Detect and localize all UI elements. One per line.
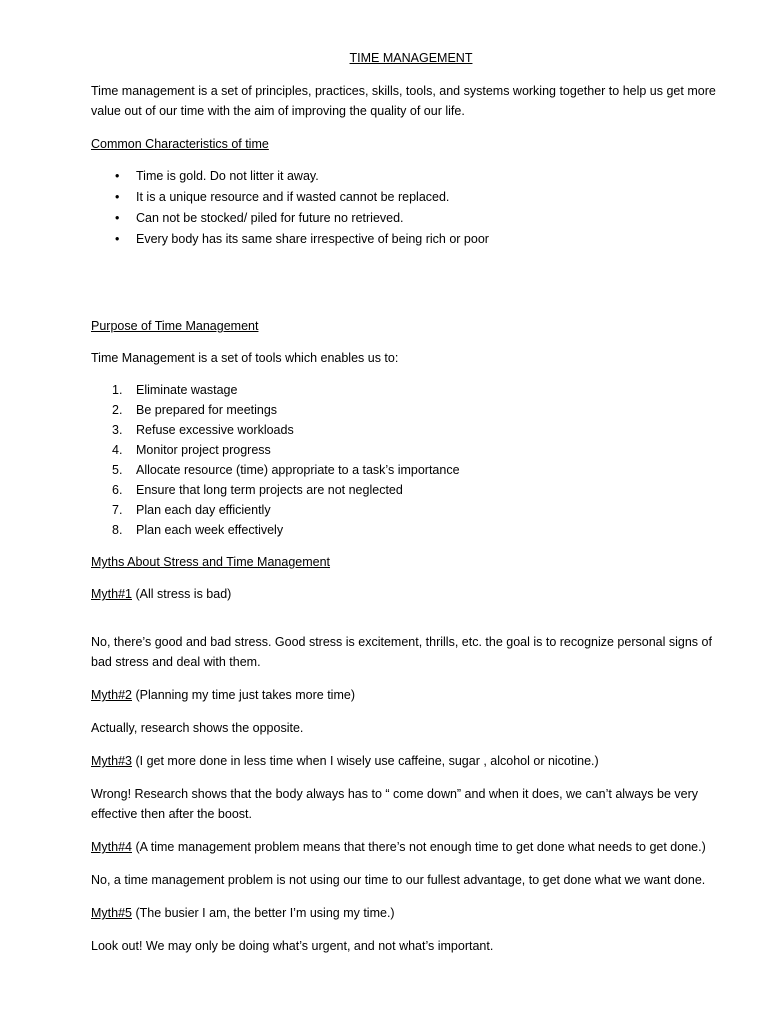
- myth-label: Myth#1: [91, 587, 132, 601]
- purpose-lead: Time Management is a set of tools which enables us to:: [91, 351, 399, 365]
- myth-claim: Myth#2 (Planning my time just takes more time): [91, 688, 355, 702]
- list-item: 1. Eliminate wastage: [112, 383, 238, 397]
- myth-claim: Myth#1 (All stress is bad): [91, 587, 232, 601]
- characteristics-heading: Common Characteristics of time: [91, 137, 269, 151]
- list-item: 2. Be prepared for meetings: [112, 403, 278, 417]
- myth-claim: Myth#3 (I get more done in less time when I wisely use caffeine, sugar , alcohol or nicotine.): [91, 754, 599, 768]
- myth-answer: Look out! We may only be doing what’s urgent, and not what’s important.: [91, 939, 494, 953]
- myth-claim: Myth#5 (The busier I am, the better I’m using my time.): [91, 906, 395, 920]
- bullet-icon: •: [115, 190, 120, 204]
- myth-label: Myth#2: [91, 688, 132, 702]
- myth-answer: Wrong! Research shows that the body always has to “ come down” and when it does, we can’t always be very effective then after the boost.: [91, 787, 699, 821]
- document-body: [91, 48, 731, 969]
- characteristics-list: [91, 166, 731, 250]
- list-item: 6. Ensure that long term projects are not neglected: [112, 483, 403, 497]
- purpose-list: [91, 380, 731, 540]
- purpose-heading: Purpose of Time Management: [91, 319, 259, 333]
- intro-paragraph: Time management is a set of principles, practices, skills, tools, and systems working together to help us get more value out of our time with the aim of improving the quality of our life.: [91, 84, 716, 118]
- myths-heading: Myths About Stress and Time Management: [91, 555, 331, 569]
- list-item: • Time is gold. Do not litter it away.: [91, 166, 731, 187]
- list-item: 7. Plan each day efficiently: [112, 503, 271, 517]
- list-item: • Can not be stocked/ piled for future no retrieved.: [91, 208, 731, 229]
- myth-label: Myth#4: [91, 840, 132, 854]
- myth-claim: Myth#4 (A time management problem means that there’s not enough time to get done what needs to get done.): [91, 840, 706, 854]
- myth-answer: No, there’s good and bad stress. Good stress is excitement, thrills, etc. the goal is to recognize personal signs of bad stress and deal with them.: [91, 635, 712, 669]
- list-item: 5. Allocate resource (time) appropriate to a task’s importance: [112, 463, 460, 477]
- list-item: 4. Monitor project progress: [112, 443, 271, 457]
- spacer: [91, 250, 731, 316]
- list-item: 3. Refuse excessive workloads: [112, 423, 294, 437]
- bullet-icon: •: [115, 211, 120, 225]
- bullet-icon: •: [115, 232, 120, 246]
- list-item: • It is a unique resource and if wasted cannot be replaced.: [91, 187, 731, 208]
- list-item: • Every body has its same share irrespective of being rich or poor: [91, 229, 731, 250]
- myth-label: Myth#5: [91, 906, 132, 920]
- document-title: TIME MANAGEMENT: [349, 51, 473, 65]
- myth-answer: Actually, research shows the opposite.: [91, 721, 304, 735]
- myth-answer: No, a time management problem is not using our time to our fullest advantage, to get done what we want done.: [91, 873, 706, 887]
- bullet-icon: •: [115, 169, 120, 183]
- myth-label: Myth#3: [91, 754, 132, 768]
- list-item: 8. Plan each week effectively: [112, 523, 284, 537]
